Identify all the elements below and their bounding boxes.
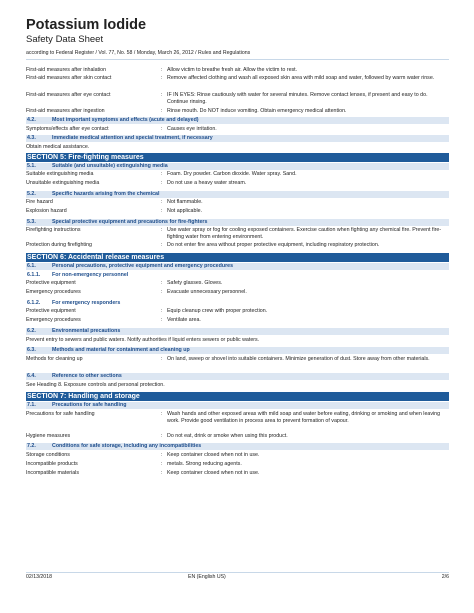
row-value: Rinse mouth. Do NOT induce vomiting. Obtain emergency medical attention. (167, 108, 347, 114)
row-value: Safety glasses. Gloves. (167, 280, 223, 286)
subsection-title: Suitable (and unsuitable) extinguishing media (52, 163, 168, 169)
row-value: Use water spray or fog for cooling exposed containers. Exercise caution when fighting any chemical fire. Prevent fire-fighting water from entering environment. (167, 227, 442, 240)
row-colon: : (161, 208, 163, 214)
subsection-title: Personal precautions, protective equipment and emergency procedures (52, 263, 234, 269)
subsection-header (26, 117, 449, 124)
firstaid-row (26, 108, 449, 116)
row-value: On land, sweep or shovel into suitable containers. Minimize generation of dust. Store away from other materials. (167, 356, 430, 362)
row-label: Protective equipment (26, 308, 76, 314)
row-label: First-aid measures after ingestion (26, 108, 105, 114)
firstaid-row (26, 75, 449, 92)
data-row (26, 461, 449, 470)
subsubsection-header (26, 272, 449, 279)
row-label: Incompatible products (26, 461, 78, 467)
regulation-line: according to Federal Register / Vol. 77, No. 58 / Monday, March 26, 2012 / Rules and Regulations (26, 50, 251, 56)
row-colon: : (161, 452, 163, 458)
subsection-number: 5.1. (27, 163, 36, 169)
row-label: First-aid measures after skin contact (26, 75, 112, 81)
row-label: Emergency procedures (26, 317, 81, 323)
row-value: Not applicable. (167, 208, 203, 214)
footer-date: 02/13/2018 (26, 574, 52, 580)
row-colon: : (161, 75, 163, 81)
data-row (26, 411, 449, 433)
row-value: Causes eye irritation. (167, 126, 217, 132)
row-colon: : (161, 356, 163, 362)
row-colon: : (161, 433, 163, 439)
data-row (26, 126, 449, 134)
subsection-title: Reference to other sections (52, 373, 122, 379)
row-label: Incompatible materials (26, 470, 79, 476)
subsection-number: 4.3. (27, 135, 36, 141)
data-row (26, 180, 449, 189)
subsection-title: Specific hazards arising from the chemical (52, 191, 160, 197)
row-colon: : (161, 461, 163, 467)
body-text: Obtain medical assistance. (26, 144, 90, 150)
row-colon: : (161, 242, 163, 248)
row-colon: : (161, 308, 163, 314)
subsection-header (26, 347, 449, 354)
firstaid-row (26, 67, 449, 75)
row-label: Protective equipment (26, 280, 76, 286)
row-colon: : (161, 470, 163, 476)
row-value: Keep container closed when not in use. (167, 452, 260, 458)
subsection-number: 6.4. (27, 373, 36, 379)
row-label: Storage conditions (26, 452, 70, 458)
row-label: Symptoms/effects after eye contact (26, 126, 109, 132)
subsection-header (26, 443, 449, 450)
data-row (26, 280, 449, 289)
row-label: Emergency procedures (26, 289, 81, 295)
footer-language: EN (English US) (188, 574, 226, 580)
data-row (26, 317, 449, 326)
row-colon: : (161, 289, 163, 295)
subsection-header (26, 219, 449, 226)
row-value: Foam. Dry powder. Carbon dioxide. Water spray. Sand. (167, 171, 297, 177)
section-header: SECTION 5: Fire-fighting measures (26, 153, 449, 162)
row-label: Firefighting instructions (26, 227, 81, 233)
row-value: Do not use a heavy water stream. (167, 180, 247, 186)
subsection-title: For emergency responders (52, 300, 121, 306)
document-subtitle: Safety Data Sheet (26, 34, 104, 45)
data-row (26, 199, 449, 208)
row-colon: : (161, 92, 163, 98)
row-label: Fire hazard (26, 199, 53, 205)
subsection-number: 5.3. (27, 219, 36, 225)
data-row (26, 470, 449, 479)
row-value: Wash hands and other exposed areas with mild soap and water before eating, drinking or smoking and when leaving work. Provide good ventilation in process area to prevent formation of vapour. (167, 411, 441, 424)
subsection-header (26, 402, 449, 409)
row-label: Methods for cleaning up (26, 356, 83, 362)
firstaid-row (26, 92, 449, 108)
row-label: Explosion hazard (26, 208, 67, 214)
body-text: Prevent entry to sewers and public waters. Notify authorities if liquid enters sewers or public waters. (26, 337, 260, 343)
row-colon: : (161, 199, 163, 205)
row-label: First-aid measures after inhalation (26, 67, 107, 73)
row-label: Precautions for safe handling (26, 411, 95, 417)
subsubsection-header (26, 300, 449, 307)
row-colon: : (161, 67, 163, 73)
row-value: IF IN EYES: Rinse cautiously with water for several minutes. Remove contact lenses, if present and easy to do. Continue rinsing. (167, 92, 428, 105)
subsection-title: Most important symptoms and effects (acute and delayed) (52, 117, 199, 123)
subsection-header (26, 135, 449, 142)
data-row (26, 171, 449, 180)
row-colon: : (161, 280, 163, 286)
row-colon: : (161, 317, 163, 323)
subsection-number: 6.1.2. (27, 300, 41, 306)
subsection-header (26, 328, 449, 335)
row-colon: : (161, 171, 163, 177)
data-row (26, 227, 449, 242)
row-value: Do not enter fire area without proper protective equipment, including respiratory protection. (167, 242, 380, 248)
header-divider (26, 59, 449, 60)
document-title: Potassium Iodide (26, 17, 147, 33)
row-value: Not flammable. (167, 199, 203, 205)
row-colon: : (161, 227, 163, 233)
subsection-header (26, 191, 449, 198)
sds-content (26, 67, 449, 479)
row-label: Suitable extinguishing media (26, 171, 94, 177)
row-value: Do not eat, drink or smoke when using this product. (167, 433, 288, 439)
data-row (26, 452, 449, 461)
data-row (26, 356, 449, 372)
data-row (26, 289, 449, 298)
row-label: First-aid measures after eye contact (26, 92, 111, 98)
footer-divider (26, 572, 449, 573)
subsection-header (26, 373, 449, 380)
data-row (26, 242, 449, 251)
subsection-title: Precautions for safe handling (52, 402, 127, 408)
data-row (26, 308, 449, 317)
subsection-number: 6.1. (27, 263, 36, 269)
row-value: metals. Strong reducing agents. (167, 461, 242, 467)
row-colon: : (161, 180, 163, 186)
subsection-number: 6.3. (27, 347, 36, 353)
subsection-number: 4.2. (27, 117, 36, 123)
subsection-title: Immediate medical attention and special treatment, if necessary (52, 135, 213, 141)
row-value: Remove affected clothing and wash all exposed skin area with mild soap and water, followed by warm water rinse. (167, 75, 435, 81)
row-label: Unsuitable extinguishing media (26, 180, 100, 186)
subsection-number: 6.2. (27, 328, 36, 334)
data-row (26, 208, 449, 217)
subsection-number: 6.1.1. (27, 272, 41, 278)
row-label: Protection during firefighting (26, 242, 92, 248)
data-row (26, 433, 449, 442)
row-label: Hygiene measures (26, 433, 71, 439)
subsection-title: For non-emergency personnel (52, 272, 129, 278)
subsection-header (26, 263, 449, 270)
subsection-title: Conditions for safe storage, including any incompatibilities (52, 443, 202, 449)
section-header: SECTION 7: Handling and storage (26, 392, 449, 401)
subsection-header (26, 163, 449, 170)
section-header: SECTION 6: Accidental release measures (26, 253, 449, 262)
row-value: Equip cleanup crew with proper protection. (167, 308, 268, 314)
row-value: Ventilate area. (167, 317, 201, 323)
footer-page-number: 2/6 (441, 574, 449, 580)
row-value: Allow victim to breathe fresh air. Allow the victim to rest. (167, 67, 298, 73)
body-text: See Heading 8. Exposure controls and personal protection. (26, 382, 165, 388)
subsection-title: Methods and material for containment and cleaning up (52, 347, 190, 353)
row-colon: : (161, 411, 163, 417)
row-colon: : (161, 126, 163, 132)
row-value: Evacuate unnecessary personnel. (167, 289, 247, 295)
subsection-title: Environmental precautions (52, 328, 121, 334)
subsection-number: 7.1. (27, 402, 36, 408)
row-colon: : (161, 108, 163, 114)
row-value: Keep container closed when not in use. (167, 470, 260, 476)
subsection-number: 5.2. (27, 191, 36, 197)
subsection-title: Special protective equipment and precautions for fire-fighters (52, 219, 208, 225)
subsection-number: 7.2. (27, 443, 36, 449)
